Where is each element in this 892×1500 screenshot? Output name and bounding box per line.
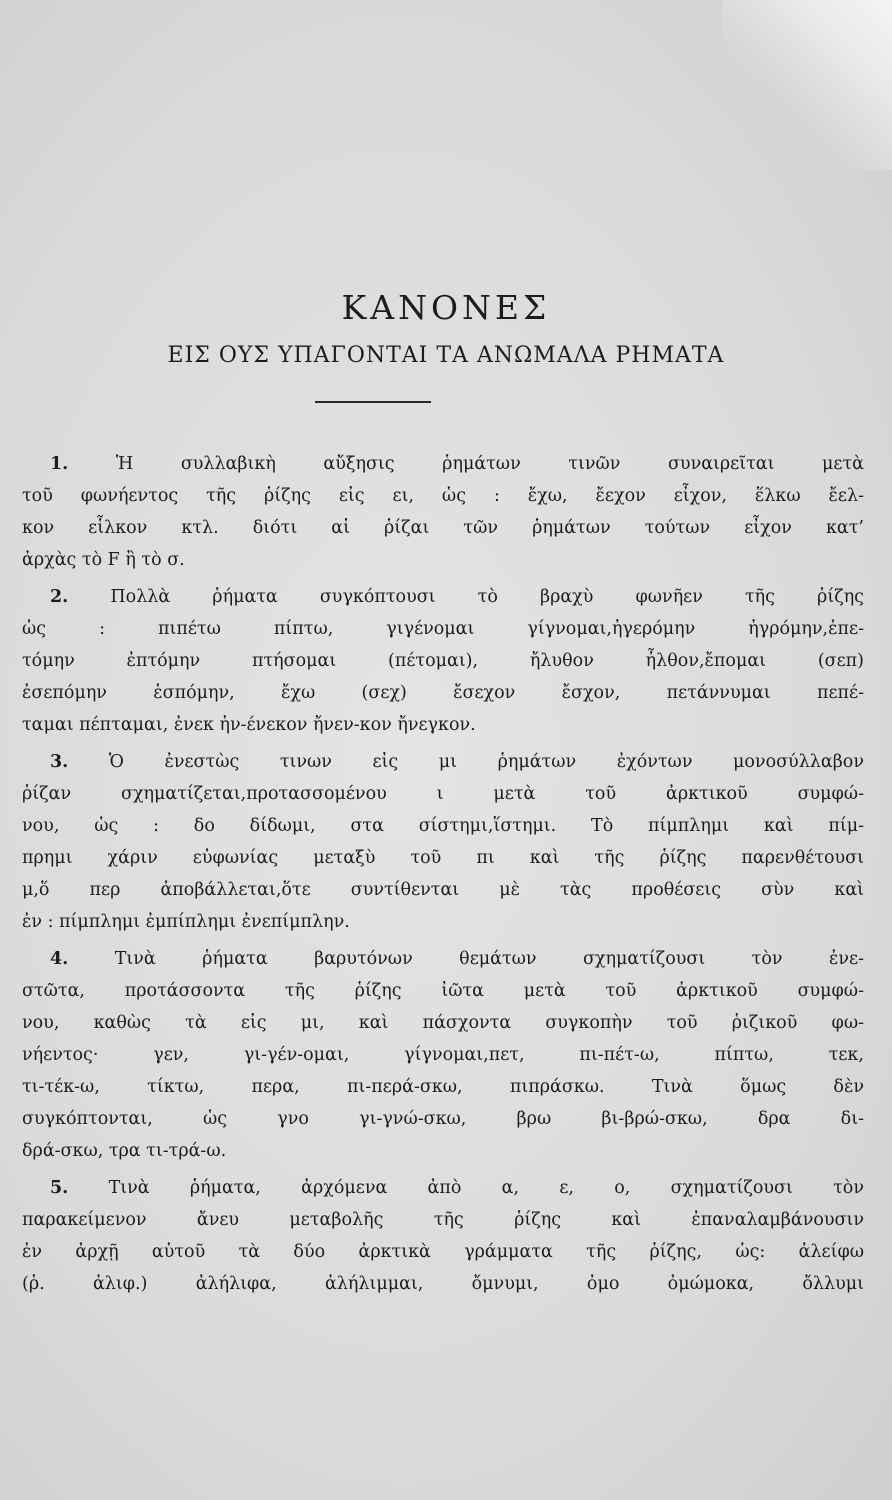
paragraph-line: ὡς : πιπέτω πίπτω, γιγένομαι γίγνομαι,ἠγερόμην ἠγρόμην,ἐπε- xyxy=(22,619,864,639)
paragraph-line: ἀρχὰς τὸ F ἢ τὸ σ. xyxy=(22,550,185,570)
paragraph-line: μ,ὅ περ ἀποβάλλεται,ὅτε συντίθενται μὲ τὰς προθέσεις σὺν καὶ xyxy=(22,880,864,900)
paragraph-line: ῥίζαν σχηματίζεται,προτασσομένου ι μετὰ τοῦ ἀρκτικοῦ συμφώ- xyxy=(22,784,864,804)
paragraph-line: στῶτα, προτάσσοντα τῆς ῥίζης ἰῶτα μετὰ τοῦ ἀρκτικοῦ συμφώ- xyxy=(22,981,864,1001)
paragraph-line: νήεντος· γεν, γι-γέν-ομαι, γίγνομαι,πετ, πι-πέτ-ω, πίπτω, τεκ, xyxy=(22,1045,864,1065)
paragraph-line: τόμην ἐπτόμην πτήσομαι (πέτομαι), ἤλυθον ἦλθον,ἔπομαι (σεπ) xyxy=(22,651,864,671)
line-text: Τινὰ ῥήματα βαρυτόνων θεμάτων σχηματίζουσι τὸν ἐνε- xyxy=(114,949,864,969)
line-text: Ὁ ἐνεστὼς τινων εἰς μι ῥημάτων ἐχόντων μονοσύλλαβον xyxy=(108,752,864,772)
paragraph-line: ἐσεπόμην ἑσπόμην, ἔχω (σεχ) ἔσεχον ἔσχον, πετάννυμαι πεπέ- xyxy=(22,683,864,703)
paragraph-line: νου, ὡς : δο δίδωμι, στα σίστημι,ἵστημι. Τὸ πίμπλημι καὶ πίμ- xyxy=(22,816,864,836)
paragraph-number: 1. xyxy=(50,454,69,474)
paragraph-number: 5. xyxy=(50,1178,69,1198)
paragraph-line: συγκόπτονται, ὡς γνο γι-γνώ-σκω, βρω βι-βρώ-σκω, δρα δι- xyxy=(22,1109,864,1129)
page-subtitle: ΕΙΣ ΟΥΣ ΥΠΑΓΟΝΤΑΙ ΤΑ ΑΝΩΜΑΛΑ ΡΗΜΑΤΑ xyxy=(167,343,725,368)
paragraph-line: παρακείμενον ἄνευ μεταβολῆς τῆς ῥίζης καὶ ἐπαναλαμβάνουσιν xyxy=(22,1210,864,1230)
paragraph-line: δρά-σκω, τρα τι-τρά-ω. xyxy=(22,1141,227,1161)
paragraph-line: νου, καθὼς τὰ εἰς μι, καὶ πάσχοντα συγκοπὴν τοῦ ῥιζικοῦ φω- xyxy=(22,1013,864,1033)
title-divider xyxy=(315,401,431,403)
paragraph-number: 4. xyxy=(50,949,69,969)
paragraph-number: 3. xyxy=(50,752,69,772)
paragraph-line: πρημι χάριν εὐφωνίας μεταξὺ τοῦ πι καὶ τῆς ῥίζης παρενθέτουσι xyxy=(22,848,864,868)
paragraph-line: (ῥ. ἀλιφ.) ἀλήλιφα, ἀλήλιμμαι, ὄμνυμι, ὀμο ὀμώμοκα, ὄλλυμι xyxy=(22,1274,864,1294)
paragraph-line xyxy=(22,581,864,613)
line-text: Τινὰ ῥήματα, ἀρχόμενα ἀπὸ α, ε, ο, σχηματίζουσι τὸν xyxy=(108,1178,864,1198)
paragraph-line xyxy=(22,448,864,480)
paragraph-line: κον εἷλκον κτλ. διότι αἱ ῥίζαι τῶν ῥημάτων τούτων εἶχον κατ’ xyxy=(22,518,864,538)
line-text: Πολλὰ ῥήματα συγκόπτουσι τὸ βραχὺ φωνῆεν τῆς ῥίζης xyxy=(110,587,864,607)
paragraph-line: ταμαι πέπταμαι, ἐνεκ ἠν-ένεκον ἤνεν-κον ἤνεγκον. xyxy=(22,715,476,735)
body-text xyxy=(22,448,864,1300)
line-text: Ἡ συλλαβικὴ αὔξησις ῥημάτων τινῶν συναιρεῖται μετὰ xyxy=(115,454,864,474)
page-title: ΚΑΝΟΝΕΣ xyxy=(341,288,551,327)
paragraph-line xyxy=(22,746,864,778)
paragraph-line: ἐν : πίμπλημι ἐμπίπλημι ἐνεπίμπλην. xyxy=(22,912,350,932)
page-fold-corner xyxy=(722,0,892,170)
paragraph-line xyxy=(22,943,864,975)
paragraph-line: τι-τέκ-ω, τίκτω, περα, πι-περά-σκω, πιπράσκω. Τινὰ ὅμως δὲν xyxy=(22,1077,864,1097)
paragraph-line: τοῦ φωνήεντος τῆς ῥίζης εἰς ει, ὡς : ἔχω, ἔεχον εἶχον, ἕλκω ἔελ- xyxy=(22,486,864,506)
paragraph-number: 2. xyxy=(50,587,69,607)
paragraph-line xyxy=(22,1172,864,1204)
paragraph-line: ἐν ἀρχῇ αὐτοῦ τὰ δύο ἀρκτικὰ γράμματα τῆς ῥίζης, ὡς: ἀλείφω xyxy=(22,1242,864,1262)
